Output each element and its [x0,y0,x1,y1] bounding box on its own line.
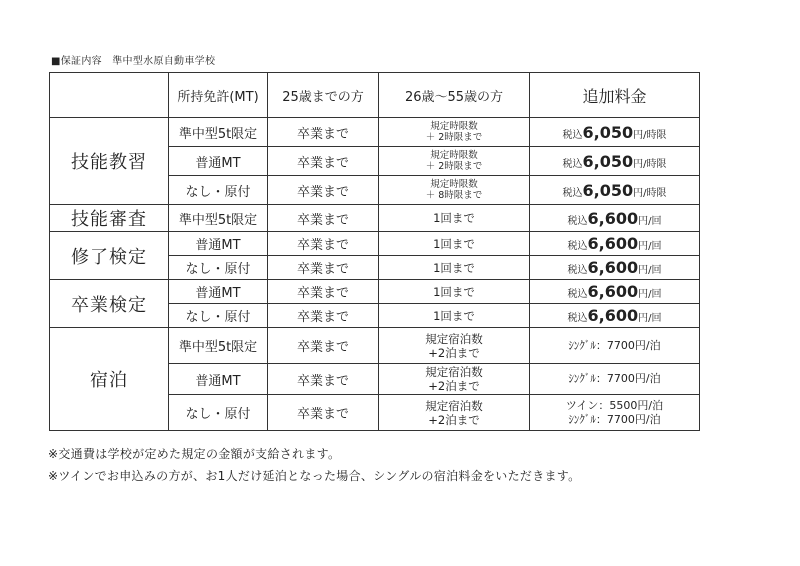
header-license: 所持免許(MT) [169,73,268,118]
until-cell: 卒業まで [268,395,379,431]
license-cell: 準中型5t限定 [169,118,268,147]
table-row [50,118,700,147]
fee-cell: ｼﾝｸﾞﾙ：7700円/泊 [530,364,700,395]
category-skill-lessons: 技能教習 [50,118,169,205]
license-cell: なし・原付 [169,176,268,205]
license-cell: なし・原付 [169,395,268,431]
fee-cell: 税込6,600円/回 [530,304,700,328]
category-graduation-test: 卒業検定 [50,280,169,328]
limit-cell: 1回まで [379,280,530,304]
category-completion-test: 修了検定 [50,232,169,280]
limit-cell: 規定時限数 ＋ 2時限まで [379,118,530,147]
limit-cell: 1回まで [379,205,530,232]
limit-cell: 規定時限数 ＋ 2時限まで [379,147,530,176]
fee-cell: 税込6,600円/回 [530,256,700,280]
header-category-cell [50,73,169,118]
until-cell: 卒業まで [268,147,379,176]
until-cell: 卒業まで [268,256,379,280]
license-cell: 準中型5t限定 [169,205,268,232]
until-cell: 卒業まで [268,205,379,232]
document-title: ■保証内容 準中型水原自動車学校 [51,56,216,67]
fee-cell: 税込6,600円/回 [530,232,700,256]
license-cell: 普通MT [169,280,268,304]
until-cell: 卒業まで [268,364,379,395]
fee-cell: 税込6,050円/時限 [530,176,700,205]
until-cell: 卒業まで [268,232,379,256]
fee-cell: 税込6,600円/回 [530,280,700,304]
license-cell: 普通MT [169,364,268,395]
limit-cell: 1回まで [379,256,530,280]
until-cell: 卒業まで [268,118,379,147]
note-twin-room: ※ツインでお申込みの方が、お1人だけ延泊となった場合、シングルの宿泊料金をいただきます。 [48,469,581,483]
limit-cell: 規定時限数 ＋ 8時限まで [379,176,530,205]
note-transport: ※交通費は学校が定めた規定の金額が支給されます。 [48,447,341,461]
guarantee-table [49,72,700,431]
fee-cell: ｼﾝｸﾞﾙ：7700円/泊 [530,328,700,364]
until-cell: 卒業まで [268,280,379,304]
limit-cell: 規定宿泊数 +2泊まで [379,395,530,431]
table-row [50,280,700,304]
limit-cell: 1回まで [379,232,530,256]
fee-cell: 税込6,050円/時限 [530,118,700,147]
table-row [50,328,700,364]
limit-cell: 規定宿泊数 +2泊まで [379,328,530,364]
license-cell: なし・原付 [169,304,268,328]
category-skill-exam: 技能審査 [50,205,169,232]
license-cell: 準中型5t限定 [169,328,268,364]
header-extra-fee: 追加料金 [530,73,700,118]
table-row [50,205,700,232]
fee-cell: 税込6,600円/回 [530,205,700,232]
fee-cell: ツイン：5500円/泊 ｼﾝｸﾞﾙ：7700円/泊 [530,395,700,431]
license-cell: なし・原付 [169,256,268,280]
table-row [50,232,700,256]
until-cell: 卒業まで [268,328,379,364]
until-cell: 卒業まで [268,304,379,328]
until-cell: 卒業まで [268,176,379,205]
license-cell: 普通MT [169,147,268,176]
table-header-row [50,73,700,118]
category-lodging: 宿泊 [50,328,169,431]
header-age-26-55: 26歳～55歳の方 [379,73,530,118]
limit-cell: 1回まで [379,304,530,328]
fee-cell: 税込6,050円/時限 [530,147,700,176]
header-age-under-25: 25歳までの方 [268,73,379,118]
license-cell: 普通MT [169,232,268,256]
limit-cell: 規定宿泊数 +2泊まで [379,364,530,395]
